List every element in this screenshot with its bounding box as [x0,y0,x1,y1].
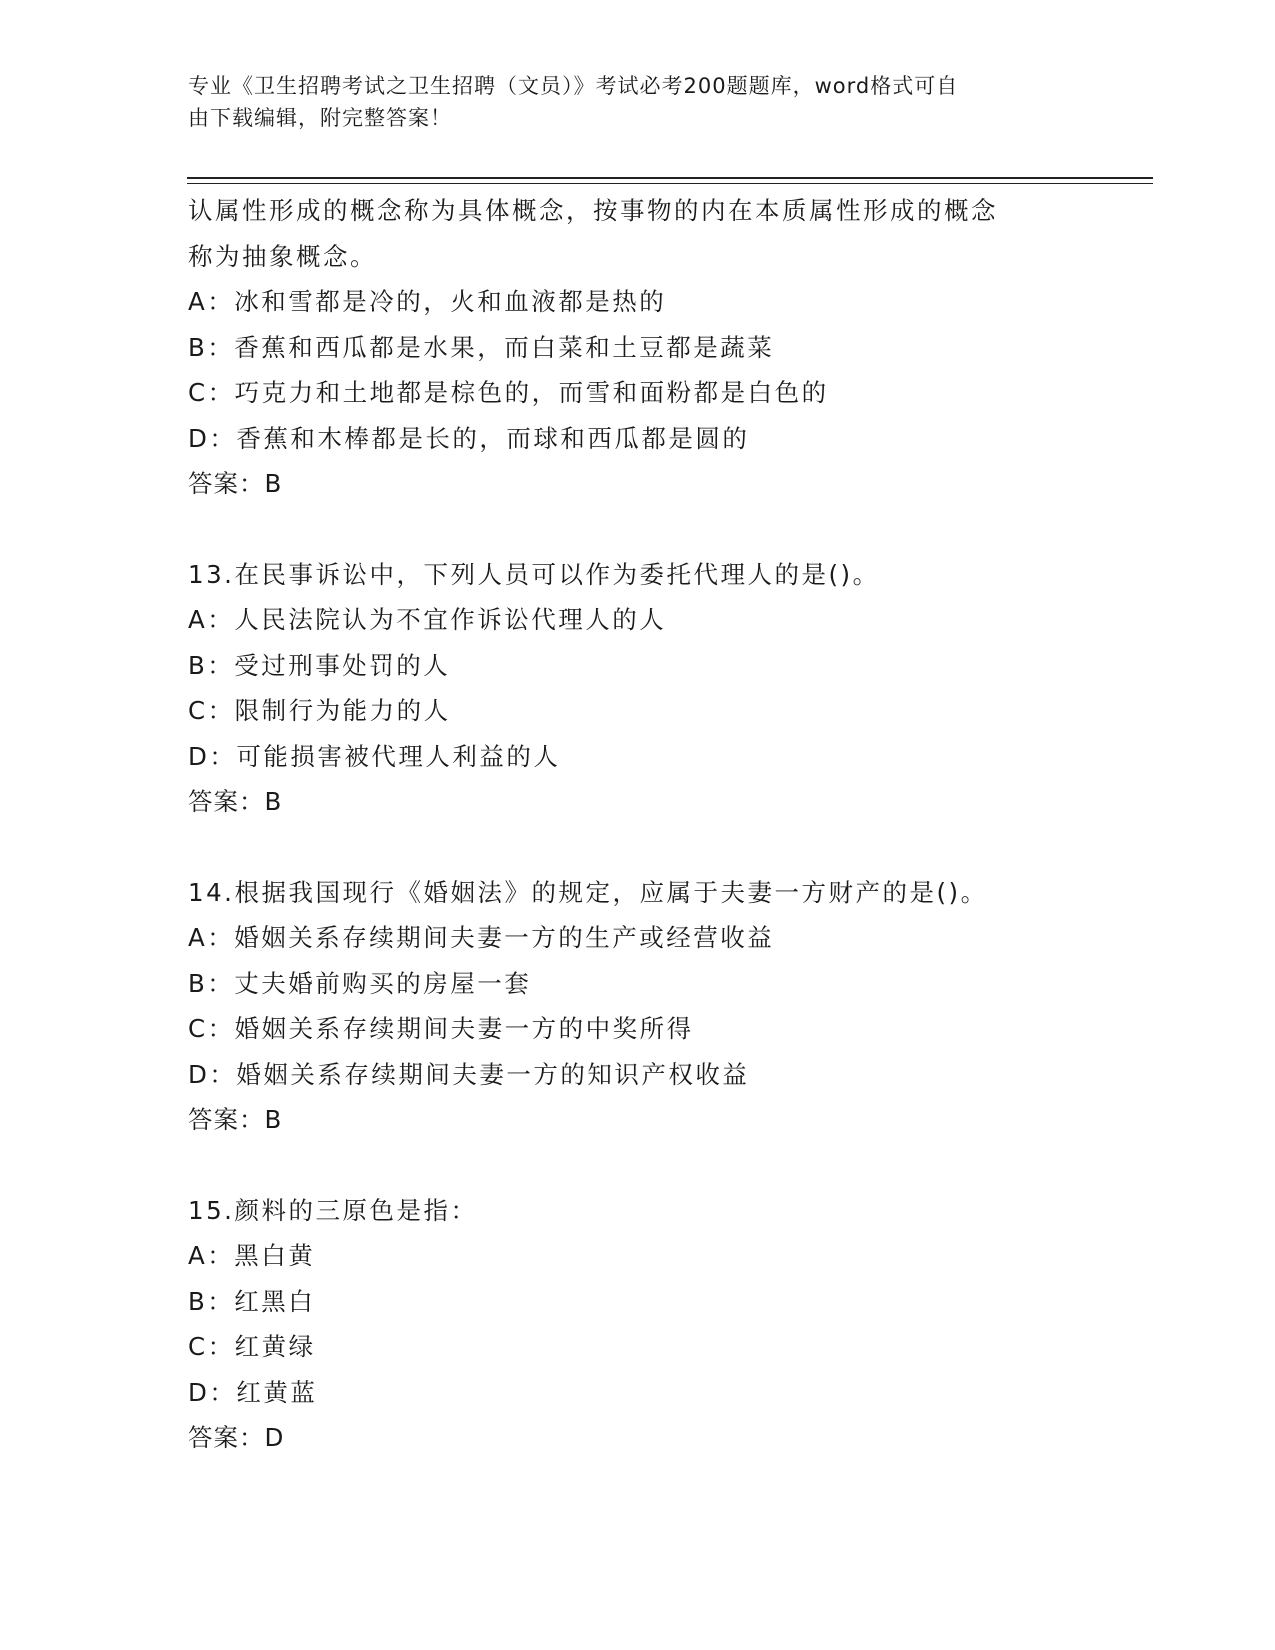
question-13 [188,552,1148,825]
option-c: C：巧克力和土地都是棕色的，而雪和面粉都是白色的 [188,378,829,407]
header-line-1: 专业《卫生招聘考试之卫生招聘（文员）》考试必考200题题库，word格式可自 [188,74,959,98]
answer-line: 答案：B [188,469,283,498]
question-stem-line: 认属性形成的概念称为具体概念，按事物的内在本质属性形成的概念 [188,196,998,225]
option-c: C：红黄绿 [188,1332,316,1361]
spacer [188,1143,1148,1188]
option-d: D：可能损害被代理人利益的人 [188,741,561,771]
question-stem: 13.在民事诉讼中，下列人员可以作为委托代理人的是()。 [188,559,880,589]
question-14 [188,870,1148,1143]
option-d: D：红黄蓝 [188,1377,318,1407]
option-c: C：婚姻关系存续期间夫妻一方的中奖所得 [188,1014,694,1043]
question-15 [188,1188,1148,1461]
option-d: D：香蕉和木棒都是长的，而球和西瓜都是圆的 [188,423,750,453]
question-12-continued [188,188,1148,507]
option-a: A：人民法院认为不宜作诉讼代理人的人 [188,605,667,634]
spacer [188,825,1148,870]
answer-line: 答案：B [188,787,283,816]
spacer [188,507,1148,552]
question-stem: 15.颜料的三原色是指： [188,1195,478,1225]
option-c: C：限制行为能力的人 [188,696,451,725]
option-b: B：红黑白 [188,1286,316,1316]
option-d: D：婚姻关系存续期间夫妻一方的知识产权收益 [188,1059,750,1089]
option-b: B：香蕉和西瓜都是水果，而白菜和土豆都是蔬菜 [188,332,775,362]
header-divider-thick [187,177,1153,179]
option-a: A：婚姻关系存续期间夫妻一方的生产或经营收益 [188,923,775,952]
question-stem-line: 称为抽象概念。 [188,241,377,271]
option-a: A：冰和雪都是冷的，火和血液都是热的 [188,287,667,316]
option-b: B：丈夫婚前购买的房屋一套 [188,968,532,998]
header-line-2: 由下载编辑，附完整答案！ [188,106,452,130]
option-a: A：黑白黄 [188,1241,316,1270]
option-b: B：受过刑事处罚的人 [188,650,451,680]
header-divider-thin [187,183,1153,184]
question-stem: 14.根据我国现行《婚姻法》的规定，应属于夫妻一方财产的是()。 [188,877,988,907]
document-header [188,70,1068,134]
question-content [188,188,1148,1461]
answer-line: 答案：D [188,1423,285,1452]
answer-line: 答案：B [188,1105,283,1134]
